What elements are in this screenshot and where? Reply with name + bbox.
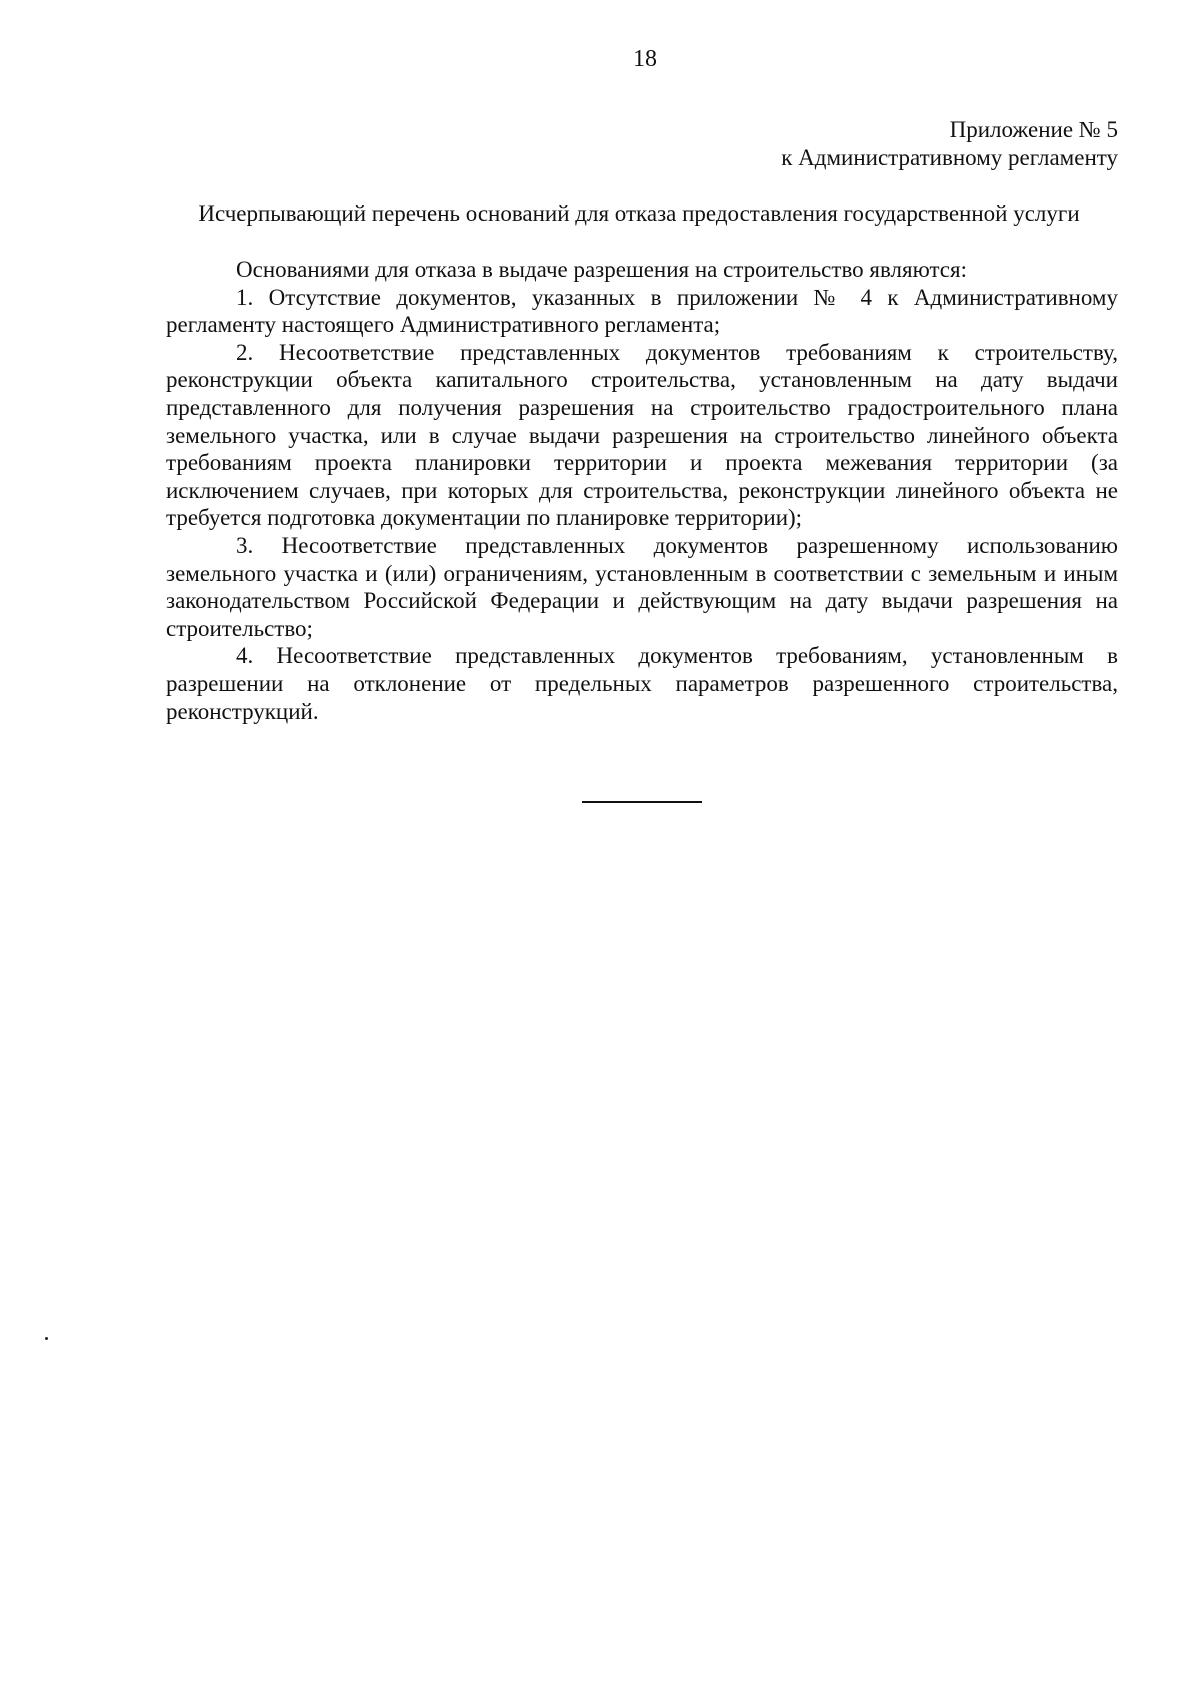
document-body <box>166 256 1118 725</box>
appendix-regulation: к Административному регламенту <box>781 145 1118 170</box>
scan-speck <box>45 1337 48 1340</box>
body-item-3: 3. Несоответствие представленных документов разрешенному использованию земельного участка и (или) ограничениям, установленным в соответствии с земельным и иным законодательством Российской Федерации и действующим на дату выдачи разрешения на строительство; <box>166 532 1118 641</box>
body-item-4: 4. Несоответствие представленных документов требованиям, установленным в разрешении на отклонение от предельных параметров разрешенного строительства, реконструкций. <box>166 643 1118 724</box>
body-intro: Основаниями для отказа в выдаче разрешения на строительство являются: <box>236 257 967 282</box>
appendix-reference <box>518 116 1118 172</box>
appendix-number: Приложение № 5 <box>949 117 1118 142</box>
end-of-document-rule <box>582 801 702 803</box>
page-number: 18 <box>633 46 657 72</box>
body-item-1: 1. Отсутствие документов, указанных в приложении № 4 к Административному регламенту настоящего Административного регламента; <box>166 284 1118 338</box>
body-item-2: 2. Несоответствие представленных документов требованиям к строительству, реконструкции объекта капитального строительства, установленным на дату выдачи представленного для получения разрешения на строительство градостроительного плана земельного участка, или в случае выдачи разрешения на строительство линейного объекта требованиям проекта планировки территории и проекта межевания территории (за исключением случаев, при которых для строительства, реконструкции линейного объекта не требуется подготовка документации по планировке территории); <box>166 339 1118 531</box>
document-title: Исчерпывающий перечень оснований для отказа предоставления государственной услуги <box>198 201 1080 226</box>
